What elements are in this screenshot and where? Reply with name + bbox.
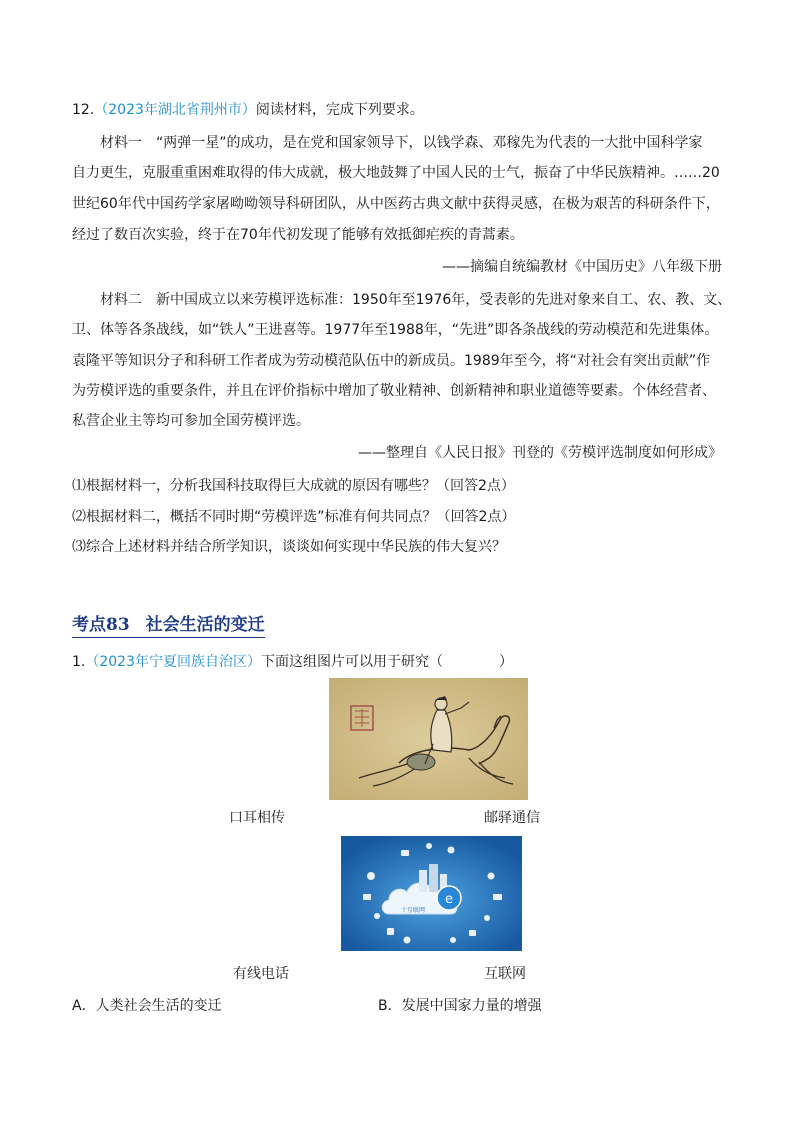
q1-header: [72, 652, 513, 672]
caption-oral: 口耳相传: [229, 810, 285, 826]
caption-internet: 互联网: [484, 966, 526, 982]
subquestion-3: ⑶综合上述材料并结合所学知识，谈谈如何实现中华民族的伟大复兴？: [72, 539, 506, 555]
q1-number: 1.: [72, 654, 86, 670]
material2-citation: ——整理自《人民日报》刊登的《劳模评选制度如何形成》: [358, 445, 722, 461]
internet-image: [341, 836, 522, 951]
caption-phone: 有线电话: [233, 966, 289, 982]
q1-source: 2023年宁夏回族自治区: [99, 654, 247, 670]
q12-prompt: 阅读材料，完成下列要求。: [255, 102, 424, 118]
material1-line-4: 经过了数百次实验，终于在70年代初发现了能够有效抵御疟疾的青蒿素。: [72, 227, 524, 243]
section-label: 考点83: [72, 615, 130, 635]
material1-citation: ——摘编自统编教材《中国历史》八年级下册: [442, 259, 722, 275]
postal-rider-image: [329, 678, 528, 800]
section-heading: [72, 614, 265, 638]
option-b[interactable]: B．发展中国家力量的增强: [378, 998, 542, 1014]
material2-line-4: 为劳模评选的重要条件，并且在评价指标中增加了敬业精神、创新精神和职业道德等要素。个体经营者、: [72, 383, 716, 399]
q12-header: [72, 100, 424, 120]
material2-line-1: 材料二 新中国成立以来劳模评选标准：1950年至1976年，受表彰的先进对象来自工、农、教、文、: [100, 292, 732, 308]
material1-line-3: 世纪60年代中国药学家屠呦呦领导科研团队，从中医药古典文献中获得灵感，在极为艰苦的科研条件下，: [72, 196, 720, 212]
caption-post: 邮驿通信: [484, 810, 540, 826]
svg-text:e: e: [445, 892, 453, 907]
q1-stem: 下面这组图片可以用于研究（ ）: [261, 654, 513, 670]
q1-source-open: （: [85, 654, 100, 670]
material2-line-5: 私营企业主等均可参加全国劳模评选。: [72, 413, 310, 429]
q12-number: 12.: [72, 102, 95, 118]
material2-line-3: 袁隆平等知识分子和科研工作者成为劳动模范队伍中的新成员。1989年至今，将“对社会有突出贡献”作: [72, 353, 711, 369]
subquestion-2: ⑵根据材料二，概括不同时期“劳模评选”标准有何共同点？（回答2点）: [72, 509, 516, 525]
material2-line-2: 卫、体等各条战线，如“铁人”王进喜等。1977年至1988年，“先进”即各条战线的劳动模范和先进集体。: [72, 322, 719, 338]
q12-source: 2023年湖北省荆州市: [108, 102, 242, 118]
material1-line-2: 自力更生，克服重重困难取得的伟大成就，极大地鼓舞了中国人民的士气，振奋了中华民族精神。……20: [72, 165, 720, 181]
subquestion-1: ⑴根据材料一，分析我国科技取得巨大成就的原因有哪些？（回答2点）: [72, 478, 515, 494]
section-title: 社会生活的变迁: [145, 615, 265, 635]
q12-source-close: ）: [241, 102, 256, 118]
option-a[interactable]: A．人类社会生活的变迁: [72, 998, 222, 1014]
q1-source-close: ）: [247, 654, 261, 670]
material1-line-1: 材料一 “两弹一星”的成功，是在党和国家领导下，以钱学森、邓稼先为代表的一大批中国科学家: [100, 135, 703, 151]
internet-logo-text: 十互联网: [400, 907, 426, 914]
q12-source-open: （: [94, 102, 109, 118]
